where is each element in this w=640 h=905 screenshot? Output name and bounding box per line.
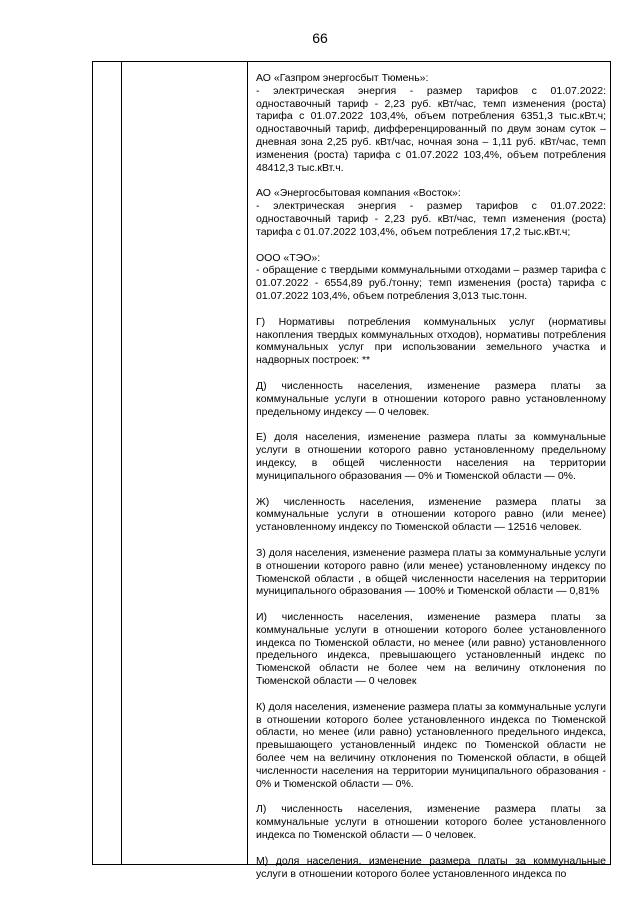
table-border-top: [92, 61, 611, 62]
paragraph-vostok: [256, 187, 606, 238]
paragraph-k: [256, 701, 606, 791]
paragraph-g: [256, 316, 606, 367]
paragraph-zh: [256, 496, 606, 534]
paragraph-heading: АО «Энергосбытовая компания «Восток»:: [256, 187, 461, 200]
paragraph-text: - электрическая энергия - размер тарифов с 01.07.2022: одноставочный тариф - 2,23 руб. кВт/час, темп изменения (роста) тарифа с 01.07.2022 103,4%, объем потребления 6351,3 тыс.кВт.ч; одноставочный тариф, дифференцированный по двум зонам суток – дневная зона 2,25 руб. кВт/час, ночная зона – 1,11 руб. кВт/час, темп изменения (роста) тарифа с 01.07.2022 103,4%, объем потребления 48412,3 тыс.кВт.ч.: [256, 84, 606, 174]
table-border-left: [92, 61, 93, 865]
paragraph-text: И) численность населения, изменение размера платы за коммунальные услуги в отношении которого более установленного индекса по Тюменской области, но менее (или равно) установленного предельного индекса, превышающего установленный индекс по Тюменской области не более чем на величину отклонения по Тюменской области — 0 человек: [256, 611, 606, 688]
paragraph-text: Е) доля населения, изменение размера платы за коммунальные услуги в отношении которого равно установленному предельному индексу, в общей численности населения на территории муниципального образования — 0% и Тюменской области — 0%.: [256, 431, 606, 482]
paragraph-text: - обращение с твердыми коммунальными отходами – размер тарифа с 01.07.2022 - 6554,89 руб./тонну; темп изменения (роста) тарифа с 01.07.2022 103,4%, объем потребления 3,013 тыс.тонн.: [256, 264, 606, 302]
paragraph-heading: АО «Газпром энергосбыт Тюмень»:: [256, 72, 429, 84]
paragraph-teo: [256, 252, 606, 303]
table-column-divider-1: [121, 61, 122, 865]
paragraph-z: [256, 547, 606, 598]
table-cell-content: [256, 72, 606, 880]
paragraph-l: [256, 803, 606, 841]
paragraph-text: З) доля населения, изменение размера платы за коммунальные услуги в отношении которого равно (или менее) установленному индексу по Тюменской области , в общей численности населения на территории муниципального образования — 100% и Тюменской области — 0,81%: [256, 546, 606, 598]
paragraph-text: Д) численность населения, изменение размера платы за коммунальные услуги в отношении которого равно установленному предельному индексу — 0 человек.: [256, 379, 606, 418]
table-column-divider-2: [247, 61, 248, 865]
paragraph-text: Ж) численность населения, изменение размера платы за коммунальные услуги в отношении которого равно (или менее) установленному индексу по Тюменской области — 12516 человек.: [256, 495, 606, 534]
paragraph-heading: ООО «ТЭО»:: [256, 251, 321, 264]
paragraph-text: Л) численность населения, изменение размера платы за коммунальные услуги в отношении которого более установленного индекса по Тюменской области — 0 человек.: [256, 803, 606, 842]
paragraph-text: Г) Нормативы потребления коммунальных услуг (нормативы накопления твердых коммунальных отходов), нормативы потребления коммунальных услуг при использовании земельного участка и надворных построек: **: [256, 315, 606, 367]
table-border-right: [610, 61, 611, 865]
paragraph-d: [256, 380, 606, 418]
page-number: 66: [312, 30, 328, 46]
paragraph-e: [256, 431, 606, 482]
paragraph-m: [256, 855, 606, 881]
paragraph-text: М) доля населения, изменение размера платы за коммунальные услуги в отношении которого более установленного индекса по: [256, 854, 606, 880]
paragraph-gazprom: [256, 72, 606, 174]
paragraph-text: - электрическая энергия - размер тарифов с 01.07.2022: одноставочный тариф - 2,23 руб. кВт/час, темп изменения (роста) тарифа с 01.07.2022 103,4%, объем потребления 17,2 тыс.кВт.ч;: [256, 200, 606, 238]
paragraph-text: К) доля населения, изменение размера платы за коммунальные услуги в отношении которого более установленного индекса по Тюменской области, но менее (или равно) установленного предельного индекса, превышающего установленный индекс по Тюменской области не более чем на величину отклонения по Тюменской области, в общей численности населения на территории муниципального образования - 0% и Тюменской области — 0%.: [256, 700, 606, 790]
paragraph-i: [256, 611, 606, 688]
